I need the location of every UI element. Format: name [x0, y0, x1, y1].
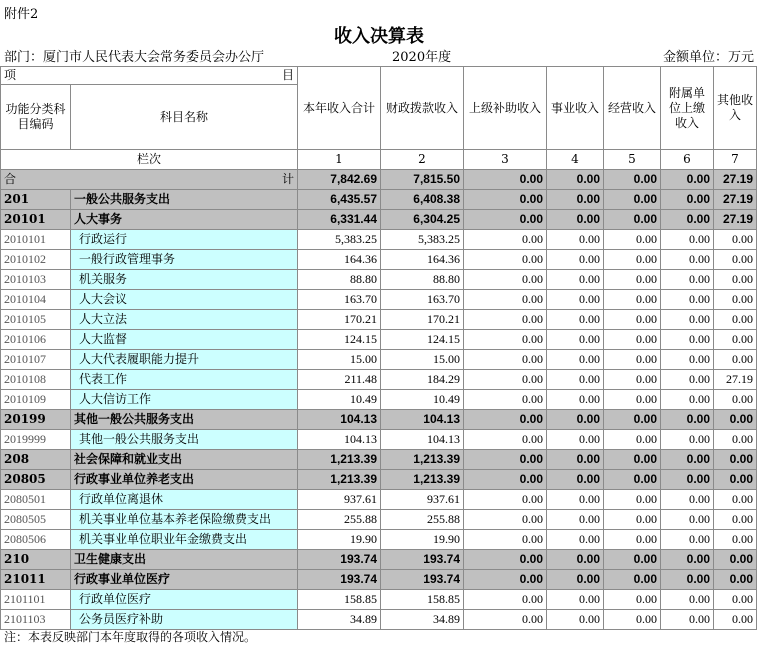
- amount-cell: 0.00: [714, 230, 757, 250]
- amount-cell: 0.00: [661, 410, 714, 430]
- amount-cell: 0.00: [547, 410, 604, 430]
- subject-name: 人大代表履职能力提升: [71, 350, 298, 370]
- amount-cell: 0.00: [661, 430, 714, 450]
- amount-cell: 0.00: [464, 270, 547, 290]
- amount-cell: 19.90: [381, 530, 464, 550]
- amount-cell: 0.00: [547, 530, 604, 550]
- subject-name: 机关事业单位职业年金缴费支出: [71, 530, 298, 550]
- subject-name: 一般行政管理事务: [71, 250, 298, 270]
- subject-name: 行政单位离退休: [71, 490, 298, 510]
- col-header-2: 财政拨款收入: [381, 67, 464, 150]
- subject-code: 2101103: [1, 610, 71, 630]
- subject-code: 20101: [1, 210, 71, 230]
- amount-cell: 0.00: [661, 590, 714, 610]
- total-value: 0.00: [604, 170, 661, 190]
- subject-code: 21011: [1, 570, 71, 590]
- amount-cell: 0.00: [604, 350, 661, 370]
- total-value: 0.00: [661, 170, 714, 190]
- amount-cell: 0.00: [714, 550, 757, 570]
- amount-cell: 937.61: [298, 490, 381, 510]
- amount-cell: 0.00: [714, 530, 757, 550]
- subject-code: 2010106: [1, 330, 71, 350]
- amount-cell: 0.00: [464, 330, 547, 350]
- col-number-3: 3: [464, 150, 547, 170]
- subject-name: 社会保障和就业支出: [71, 450, 298, 470]
- col-number-1: 1: [298, 150, 381, 170]
- total-value: 7,842.69: [298, 170, 381, 190]
- col-header-5: 经营收入: [604, 67, 661, 150]
- amount-cell: 937.61: [381, 490, 464, 510]
- amount-cell: 170.21: [298, 310, 381, 330]
- amount-cell: 0.00: [547, 350, 604, 370]
- amount-cell: 0.00: [604, 570, 661, 590]
- amount-cell: 0.00: [604, 490, 661, 510]
- amount-cell: 124.15: [381, 330, 464, 350]
- amount-cell: 0.00: [604, 290, 661, 310]
- table-row: [1, 570, 757, 590]
- amount-cell: 164.36: [381, 250, 464, 270]
- table-row: [1, 250, 757, 270]
- amount-cell: 0.00: [547, 510, 604, 530]
- amount-cell: 0.00: [604, 370, 661, 390]
- amount-cell: 0.00: [661, 570, 714, 590]
- table-row: [1, 210, 757, 230]
- amount-cell: 19.90: [298, 530, 381, 550]
- amount-cell: 163.70: [298, 290, 381, 310]
- amount-cell: 1,213.39: [381, 450, 464, 470]
- amount-cell: 0.00: [547, 190, 604, 210]
- amount-cell: 5,383.25: [298, 230, 381, 250]
- table-row: [1, 290, 757, 310]
- total-he: 合: [4, 172, 17, 186]
- subject-code: 2019999: [1, 430, 71, 450]
- amount-cell: 0.00: [661, 390, 714, 410]
- table-row: [1, 430, 757, 450]
- amount-cell: 6,304.25: [381, 210, 464, 230]
- amount-cell: 193.74: [381, 570, 464, 590]
- subject-name: 人大事务: [71, 210, 298, 230]
- subject-name: 其他一般公共服务支出: [71, 410, 298, 430]
- total-row: [1, 170, 757, 190]
- amount-cell: 0.00: [547, 450, 604, 470]
- amount-cell: 193.74: [381, 550, 464, 570]
- amount-cell: 1,213.39: [298, 470, 381, 490]
- amount-cell: 6,408.38: [381, 190, 464, 210]
- amount-cell: 0.00: [464, 390, 547, 410]
- subject-name: 行政运行: [71, 230, 298, 250]
- subject-code: 2080506: [1, 530, 71, 550]
- amount-cell: 193.74: [298, 550, 381, 570]
- amount-cell: 0.00: [547, 390, 604, 410]
- amount-cell: 170.21: [381, 310, 464, 330]
- amount-cell: 0.00: [547, 230, 604, 250]
- amount-cell: 27.19: [714, 190, 757, 210]
- amount-cell: 0.00: [464, 290, 547, 310]
- amount-cell: 0.00: [464, 550, 547, 570]
- amount-cell: 0.00: [464, 410, 547, 430]
- col-number-6: 6: [661, 150, 714, 170]
- amount-cell: 0.00: [604, 310, 661, 330]
- amount-cell: 0.00: [604, 330, 661, 350]
- subject-code: 2101101: [1, 590, 71, 610]
- subject-code: 2080505: [1, 510, 71, 530]
- amount-cell: 34.89: [298, 610, 381, 630]
- subject-name: 人大监督: [71, 330, 298, 350]
- amount-cell: 6,331.44: [298, 210, 381, 230]
- table-row: [1, 530, 757, 550]
- table-row: [1, 550, 757, 570]
- mu-label: 目: [281, 68, 294, 82]
- amount-cell: 0.00: [464, 230, 547, 250]
- amount-cell: 0.00: [661, 370, 714, 390]
- subject-code: 2010105: [1, 310, 71, 330]
- amount-cell: 0.00: [547, 330, 604, 350]
- col-number-5: 5: [604, 150, 661, 170]
- amount-cell: 104.13: [298, 430, 381, 450]
- amount-cell: 0.00: [604, 470, 661, 490]
- amount-cell: 0.00: [464, 470, 547, 490]
- code-col-header: 功能分类科目编码: [1, 85, 71, 150]
- subject-code: 2080501: [1, 490, 71, 510]
- amount-cell: 0.00: [661, 490, 714, 510]
- amount-cell: 0.00: [604, 550, 661, 570]
- amount-cell: 0.00: [714, 270, 757, 290]
- amount-cell: 124.15: [298, 330, 381, 350]
- amount-cell: 0.00: [547, 430, 604, 450]
- amount-cell: 0.00: [661, 270, 714, 290]
- amount-cell: 0.00: [547, 590, 604, 610]
- col-header-4: 事业收入: [547, 67, 604, 150]
- amount-cell: 0.00: [547, 250, 604, 270]
- amount-cell: 0.00: [464, 250, 547, 270]
- amount-cell: 0.00: [464, 590, 547, 610]
- amount-cell: 15.00: [381, 350, 464, 370]
- amount-cell: 5,383.25: [381, 230, 464, 250]
- item-header-cell: [1, 67, 298, 85]
- table-row: [1, 370, 757, 390]
- year-label: 2020年度: [392, 50, 452, 65]
- subject-name: 其他一般公共服务支出: [71, 430, 298, 450]
- total-ji: 计: [281, 172, 294, 186]
- amount-cell: 0.00: [604, 430, 661, 450]
- amount-cell: 0.00: [714, 350, 757, 370]
- amount-cell: 0.00: [604, 610, 661, 630]
- total-value: 0.00: [547, 170, 604, 190]
- amount-cell: 0.00: [464, 210, 547, 230]
- amount-cell: 0.00: [547, 310, 604, 330]
- amount-cell: 164.36: [298, 250, 381, 270]
- subject-name: 机关服务: [71, 270, 298, 290]
- amount-cell: 0.00: [661, 290, 714, 310]
- col-header-6: 附属单位上缴收入: [661, 67, 714, 150]
- amount-cell: 0.00: [604, 190, 661, 210]
- table-row: [1, 310, 757, 330]
- table-row: [1, 410, 757, 430]
- amount-cell: 0.00: [661, 210, 714, 230]
- amount-cell: 0.00: [547, 610, 604, 630]
- table-row: [1, 490, 757, 510]
- subject-name: 机关事业单位基本养老保险缴费支出: [71, 510, 298, 530]
- amount-cell: 0.00: [547, 490, 604, 510]
- amount-cell: 0.00: [661, 350, 714, 370]
- table-row: [1, 230, 757, 250]
- amount-cell: 0.00: [714, 590, 757, 610]
- amount-cell: 0.00: [604, 390, 661, 410]
- item-label: 项: [4, 68, 17, 82]
- amount-cell: 0.00: [604, 530, 661, 550]
- subject-code: 2010104: [1, 290, 71, 310]
- subject-code: 210: [1, 550, 71, 570]
- amount-cell: 0.00: [714, 570, 757, 590]
- amount-cell: 88.80: [381, 270, 464, 290]
- table-row: [1, 470, 757, 490]
- amount-cell: 104.13: [381, 430, 464, 450]
- subject-code: 2010108: [1, 370, 71, 390]
- table-row: [1, 450, 757, 470]
- amount-cell: 0.00: [547, 290, 604, 310]
- subject-code: 20199: [1, 410, 71, 430]
- amount-cell: 0.00: [604, 510, 661, 530]
- amount-cell: 158.85: [298, 590, 381, 610]
- amount-cell: 0.00: [714, 510, 757, 530]
- amount-cell: 0.00: [464, 430, 547, 450]
- table-row: [1, 190, 757, 210]
- amount-cell: 0.00: [661, 190, 714, 210]
- amount-cell: 27.19: [714, 210, 757, 230]
- amount-cell: 0.00: [547, 550, 604, 570]
- amount-cell: 0.00: [714, 310, 757, 330]
- amount-cell: 0.00: [604, 230, 661, 250]
- name-col-header: 科目名称: [71, 85, 298, 150]
- amount-cell: 0.00: [464, 490, 547, 510]
- amount-cell: 0.00: [464, 510, 547, 530]
- amount-cell: 0.00: [714, 410, 757, 430]
- amount-cell: 0.00: [661, 230, 714, 250]
- col-number-2: 2: [381, 150, 464, 170]
- subject-code: 2010107: [1, 350, 71, 370]
- amount-cell: 10.49: [381, 390, 464, 410]
- amount-cell: 0.00: [547, 270, 604, 290]
- table-row: [1, 330, 757, 350]
- amount-cell: 184.29: [381, 370, 464, 390]
- amount-cell: 0.00: [714, 250, 757, 270]
- amount-cell: 0.00: [661, 330, 714, 350]
- unit-label: 金额单位：万元: [662, 50, 754, 65]
- amount-cell: 104.13: [381, 410, 464, 430]
- amount-cell: 0.00: [714, 470, 757, 490]
- subject-code: 208: [1, 450, 71, 470]
- amount-cell: 0.00: [714, 290, 757, 310]
- col-number-7: 7: [714, 150, 757, 170]
- amount-cell: 0.00: [464, 570, 547, 590]
- col-number-4: 4: [547, 150, 604, 170]
- amount-cell: 0.00: [547, 370, 604, 390]
- amount-cell: 0.00: [547, 470, 604, 490]
- amount-cell: 104.13: [298, 410, 381, 430]
- page-title: 收入决算表: [334, 26, 424, 47]
- amount-cell: 0.00: [714, 430, 757, 450]
- amount-cell: 0.00: [714, 450, 757, 470]
- amount-cell: 0.00: [661, 510, 714, 530]
- amount-cell: 0.00: [464, 450, 547, 470]
- amount-cell: 0.00: [714, 610, 757, 630]
- amount-cell: 88.80: [298, 270, 381, 290]
- amount-cell: 0.00: [604, 250, 661, 270]
- total-value: 0.00: [464, 170, 547, 190]
- footnote: 注：本表反映部门本年度取得的各项收入情况。: [4, 630, 257, 644]
- amount-cell: 10.49: [298, 390, 381, 410]
- table-row: [1, 590, 757, 610]
- amount-cell: 27.19: [714, 370, 757, 390]
- amount-cell: 0.00: [604, 210, 661, 230]
- subject-name: 人大信访工作: [71, 390, 298, 410]
- col-header-1: 本年收入合计: [298, 67, 381, 150]
- amount-cell: 1,213.39: [381, 470, 464, 490]
- amount-cell: 0.00: [464, 190, 547, 210]
- amount-cell: 0.00: [604, 590, 661, 610]
- col-header-7: 其他收入: [714, 67, 757, 150]
- table-row: [1, 350, 757, 370]
- subject-name: 一般公共服务支出: [71, 190, 298, 210]
- attachment-label: 附件2: [4, 7, 39, 22]
- subject-name: 代表工作: [71, 370, 298, 390]
- department-label: 部门：厦门市人民代表大会常务委员会办公厅: [4, 50, 265, 65]
- subject-name: 人大立法: [71, 310, 298, 330]
- amount-cell: 255.88: [381, 510, 464, 530]
- amount-cell: 0.00: [661, 310, 714, 330]
- amount-cell: 0.00: [464, 370, 547, 390]
- subject-name: 行政事业单位医疗: [71, 570, 298, 590]
- amount-cell: 211.48: [298, 370, 381, 390]
- subject-code: 2010103: [1, 270, 71, 290]
- table-row: [1, 510, 757, 530]
- subject-code: 20805: [1, 470, 71, 490]
- subject-name: 人大会议: [71, 290, 298, 310]
- amount-cell: 163.70: [381, 290, 464, 310]
- total-value: 27.19: [714, 170, 757, 190]
- amount-cell: 0.00: [547, 210, 604, 230]
- table-row: [1, 270, 757, 290]
- amount-cell: 0.00: [661, 530, 714, 550]
- amount-cell: 193.74: [298, 570, 381, 590]
- amount-cell: 0.00: [661, 610, 714, 630]
- amount-cell: 0.00: [604, 410, 661, 430]
- amount-cell: 0.00: [661, 470, 714, 490]
- income-table: [0, 66, 757, 630]
- amount-cell: 0.00: [547, 570, 604, 590]
- amount-cell: 0.00: [604, 270, 661, 290]
- amount-cell: 0.00: [661, 550, 714, 570]
- amount-cell: 34.89: [381, 610, 464, 630]
- amount-cell: 0.00: [604, 450, 661, 470]
- amount-cell: 0.00: [714, 330, 757, 350]
- table-row: [1, 610, 757, 630]
- amount-cell: 0.00: [464, 310, 547, 330]
- subject-name: 卫生健康支出: [71, 550, 298, 570]
- lanci-label: 栏次: [1, 150, 298, 170]
- amount-cell: 0.00: [714, 490, 757, 510]
- subject-code: 2010109: [1, 390, 71, 410]
- table-row: [1, 390, 757, 410]
- amount-cell: 0.00: [464, 610, 547, 630]
- amount-cell: 15.00: [298, 350, 381, 370]
- subject-code: 201: [1, 190, 71, 210]
- amount-cell: 158.85: [381, 590, 464, 610]
- amount-cell: 6,435.57: [298, 190, 381, 210]
- amount-cell: 0.00: [464, 350, 547, 370]
- subject-name: 行政事业单位养老支出: [71, 470, 298, 490]
- subject-code: 2010102: [1, 250, 71, 270]
- col-header-3: 上级补助收入: [464, 67, 547, 150]
- amount-cell: 0.00: [714, 390, 757, 410]
- amount-cell: 0.00: [464, 530, 547, 550]
- subject-name: 公务员医疗补助: [71, 610, 298, 630]
- subject-code: 2010101: [1, 230, 71, 250]
- amount-cell: 255.88: [298, 510, 381, 530]
- amount-cell: 1,213.39: [298, 450, 381, 470]
- subject-name: 行政单位医疗: [71, 590, 298, 610]
- total-value: 7,815.50: [381, 170, 464, 190]
- amount-cell: 0.00: [661, 450, 714, 470]
- amount-cell: 0.00: [661, 250, 714, 270]
- total-label-cell: [1, 170, 298, 190]
